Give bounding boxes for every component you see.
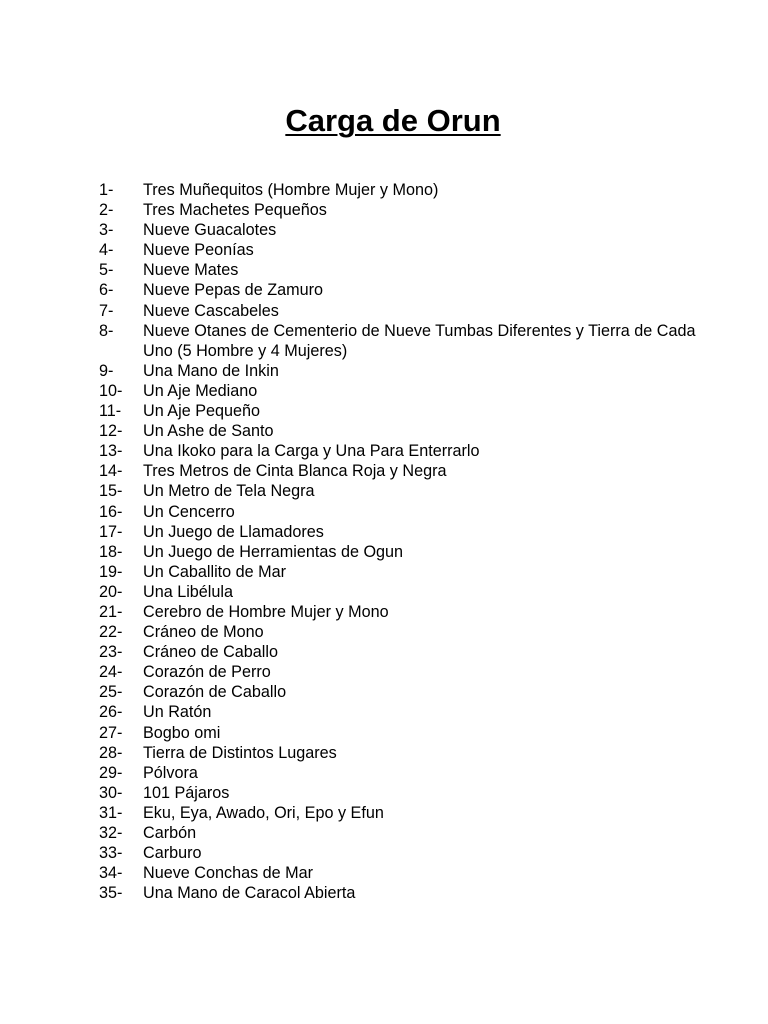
list-item (99, 401, 719, 421)
list-item (99, 522, 719, 542)
item-text: Nueve Otanes de Cementerio de Nueve Tumbas Diferentes y Tierra de Cada Uno (5 Hombre y 4 Mujeres) (143, 321, 696, 360)
item-number: 9- (99, 361, 114, 380)
item-text: Un Ratón (143, 703, 212, 722)
item-number: 29- (99, 763, 123, 782)
item-text: Tres Metros de Cinta Blanca Roja y Negra (143, 462, 447, 481)
item-text: Cráneo de Caballo (143, 643, 278, 662)
item-number: 15- (99, 482, 123, 501)
item-number: 16- (99, 502, 123, 521)
item-text: Nueve Mates (143, 261, 239, 280)
item-number: 8- (99, 321, 114, 340)
item-number: 31- (99, 803, 123, 822)
list-item (99, 421, 719, 441)
page-title: Carga de Orun (285, 103, 501, 138)
list-item (99, 441, 719, 461)
list-item (99, 542, 719, 562)
list-item (99, 823, 719, 843)
item-number: 10- (99, 381, 123, 400)
list-item (99, 502, 719, 522)
item-text: Un Caballito de Mar (143, 562, 287, 581)
item-number: 27- (99, 723, 123, 742)
item-list (99, 180, 719, 903)
item-text: Un Juego de Llamadores (143, 522, 324, 541)
item-text: Una Mano de Caracol Abierta (143, 884, 356, 903)
list-item (99, 662, 719, 682)
item-text: Corazón de Perro (143, 663, 271, 682)
item-number: 4- (99, 241, 114, 260)
item-text: Pólvora (143, 763, 198, 782)
item-text: Un Metro de Tela Negra (143, 482, 315, 501)
list-item (99, 481, 719, 501)
item-number: 24- (99, 663, 123, 682)
item-text: Un Aje Mediano (143, 381, 258, 400)
item-number: 34- (99, 864, 123, 883)
item-text: Cerebro de Hombre Mujer y Mono (143, 602, 389, 621)
item-number: 30- (99, 783, 123, 802)
item-text: Nueve Guacalotes (143, 221, 277, 240)
list-item (99, 562, 719, 582)
item-number: 13- (99, 442, 123, 461)
item-number: 25- (99, 683, 123, 702)
list-item (99, 260, 719, 280)
item-number: 22- (99, 623, 123, 642)
list-item (99, 582, 719, 602)
item-text: Bogbo omi (143, 723, 221, 742)
item-text: Tres Machetes Pequeños (143, 201, 327, 220)
item-text: Cráneo de Mono (143, 623, 264, 642)
item-text: Un Aje Pequeño (143, 402, 261, 421)
list-item (99, 743, 719, 763)
item-number: 23- (99, 643, 123, 662)
list-item (99, 240, 719, 260)
item-text: 101 Pájaros (143, 783, 230, 802)
item-number: 7- (99, 301, 114, 320)
item-text: Corazón de Caballo (143, 683, 287, 702)
item-text: Tierra de Distintos Lugares (143, 743, 337, 762)
item-text: Nueve Pepas de Zamuro (143, 281, 323, 300)
list-item (99, 803, 719, 823)
item-number: 12- (99, 422, 123, 441)
list-item (99, 602, 719, 622)
item-number: 2- (99, 201, 114, 220)
list-item (99, 381, 719, 401)
list-item (99, 280, 719, 300)
item-text: Nueve Conchas de Mar (143, 864, 314, 883)
item-text: Tres Muñequitos (Hombre Mujer y Mono) (143, 181, 439, 199)
item-number: 21- (99, 602, 123, 621)
item-text: Una Mano de Inkin (143, 361, 279, 380)
list-item (99, 301, 719, 321)
item-text: Una Libélula (143, 582, 233, 601)
item-number: 26- (99, 703, 123, 722)
item-number: 11- (99, 402, 122, 421)
list-item (99, 200, 719, 220)
item-number: 1- (99, 181, 114, 199)
item-text: Carburo (143, 844, 202, 863)
item-number: 35- (99, 884, 123, 903)
list-item (99, 763, 719, 783)
list-item (99, 783, 719, 803)
item-text: Nueve Cascabeles (143, 301, 279, 320)
item-number: 14- (99, 462, 123, 481)
item-number: 33- (99, 844, 123, 863)
item-number: 6- (99, 281, 114, 300)
list-item (99, 883, 719, 903)
item-number: 5- (99, 261, 114, 280)
item-text: Nueve Peonías (143, 241, 254, 260)
item-number: 32- (99, 824, 123, 842)
list-item (99, 220, 719, 240)
list-item (99, 622, 719, 642)
list-item (99, 361, 719, 381)
item-text: Una Ikoko para la Carga y Una Para Enterrarlo (143, 442, 480, 461)
item-text: Un Juego de Herramientas de Ogun (143, 542, 404, 561)
list-item (99, 682, 719, 702)
list-item (99, 843, 719, 863)
item-text: Un Ashe de Santo (143, 422, 274, 441)
item-text: Eku, Eya, Awado, Ori, Epo y Efun (143, 803, 384, 822)
list-item (99, 702, 719, 722)
list-item (99, 321, 719, 361)
item-number: 19- (99, 562, 123, 581)
list-item (99, 180, 719, 200)
item-number: 3- (99, 221, 114, 240)
item-number: 18- (99, 542, 123, 561)
item-number: 20- (99, 582, 123, 601)
item-number: 17- (99, 522, 123, 541)
list-item (99, 723, 719, 743)
list-item (99, 461, 719, 481)
item-number: 28- (99, 743, 123, 762)
item-text: Un Cencerro (143, 502, 235, 521)
list-item (99, 642, 719, 662)
item-text: Carbón (143, 824, 197, 842)
list-item (99, 863, 719, 883)
